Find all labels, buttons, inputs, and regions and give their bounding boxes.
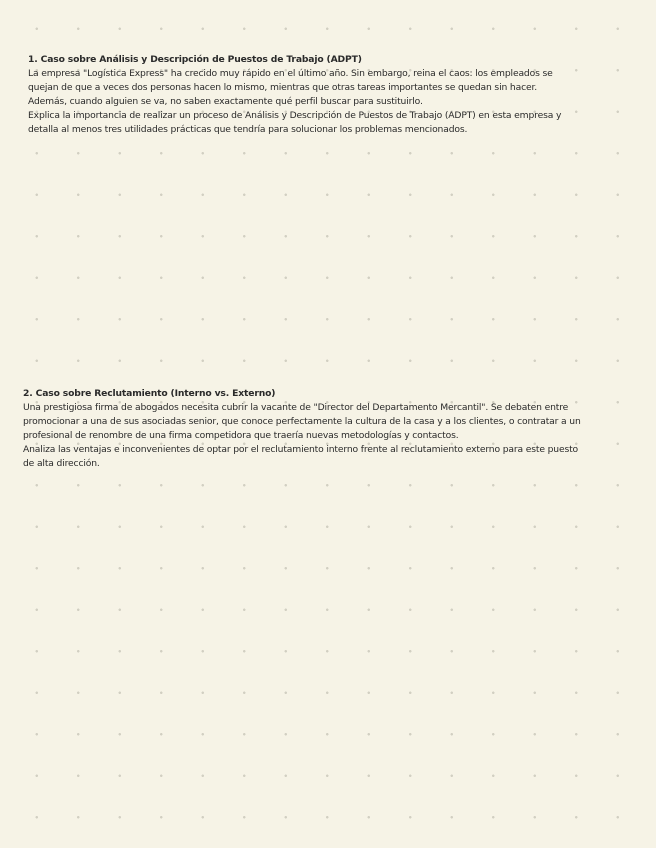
question-2-line: Una prestigiosa firma de abogados necesita cubrir la vacante de "Director del Departamento Mercantil". Se debaten entre [23,402,569,413]
question-2-title: 2. Caso sobre Reclutamiento (Interno vs. Externo) [23,388,276,399]
question-1-line: La empresa "Logística Express" ha crecido muy rápido en el último año. Sin embargo, reina el caos: los empleados se [28,68,553,79]
question-2-line: profesional de renombre de una firma competidora que traería nuevas metodologías y contactos. [23,430,459,441]
question-1-title: 1. Caso sobre Análisis y Descripción de Puestos de Trabajo (ADPT) [28,54,362,65]
question-2 [23,387,653,471]
question-2-line: Analiza las ventajas e inconvenientes de optar por el reclutamiento interno frente al reclutamiento externo para este puesto [23,444,579,455]
question-2-line: promocionar a una de sus asociadas senior, que conoce perfectamente la cultura de la casa y a los clientes, o contratar a un [23,416,581,427]
question-1 [28,53,628,137]
question-1-line: detalla al menos tres utilidades prácticas que tendría para solucionar los problemas mencionados. [28,124,468,135]
question-1-line: Además, cuando alguien se va, no saben exactamente qué perfil buscar para sustituirlo. [28,96,423,107]
question-1-line: Explica la importancia de realizar un proceso de Análisis y Descripción de Puestos de Trabajo (ADPT) en esta empresa y [28,110,562,121]
question-1-line: quejan de que a veces dos personas hacen lo mismo, mientras que otras tareas importantes se quedan sin hacer. [28,82,538,93]
question-2-line: de alta dirección. [23,458,100,469]
